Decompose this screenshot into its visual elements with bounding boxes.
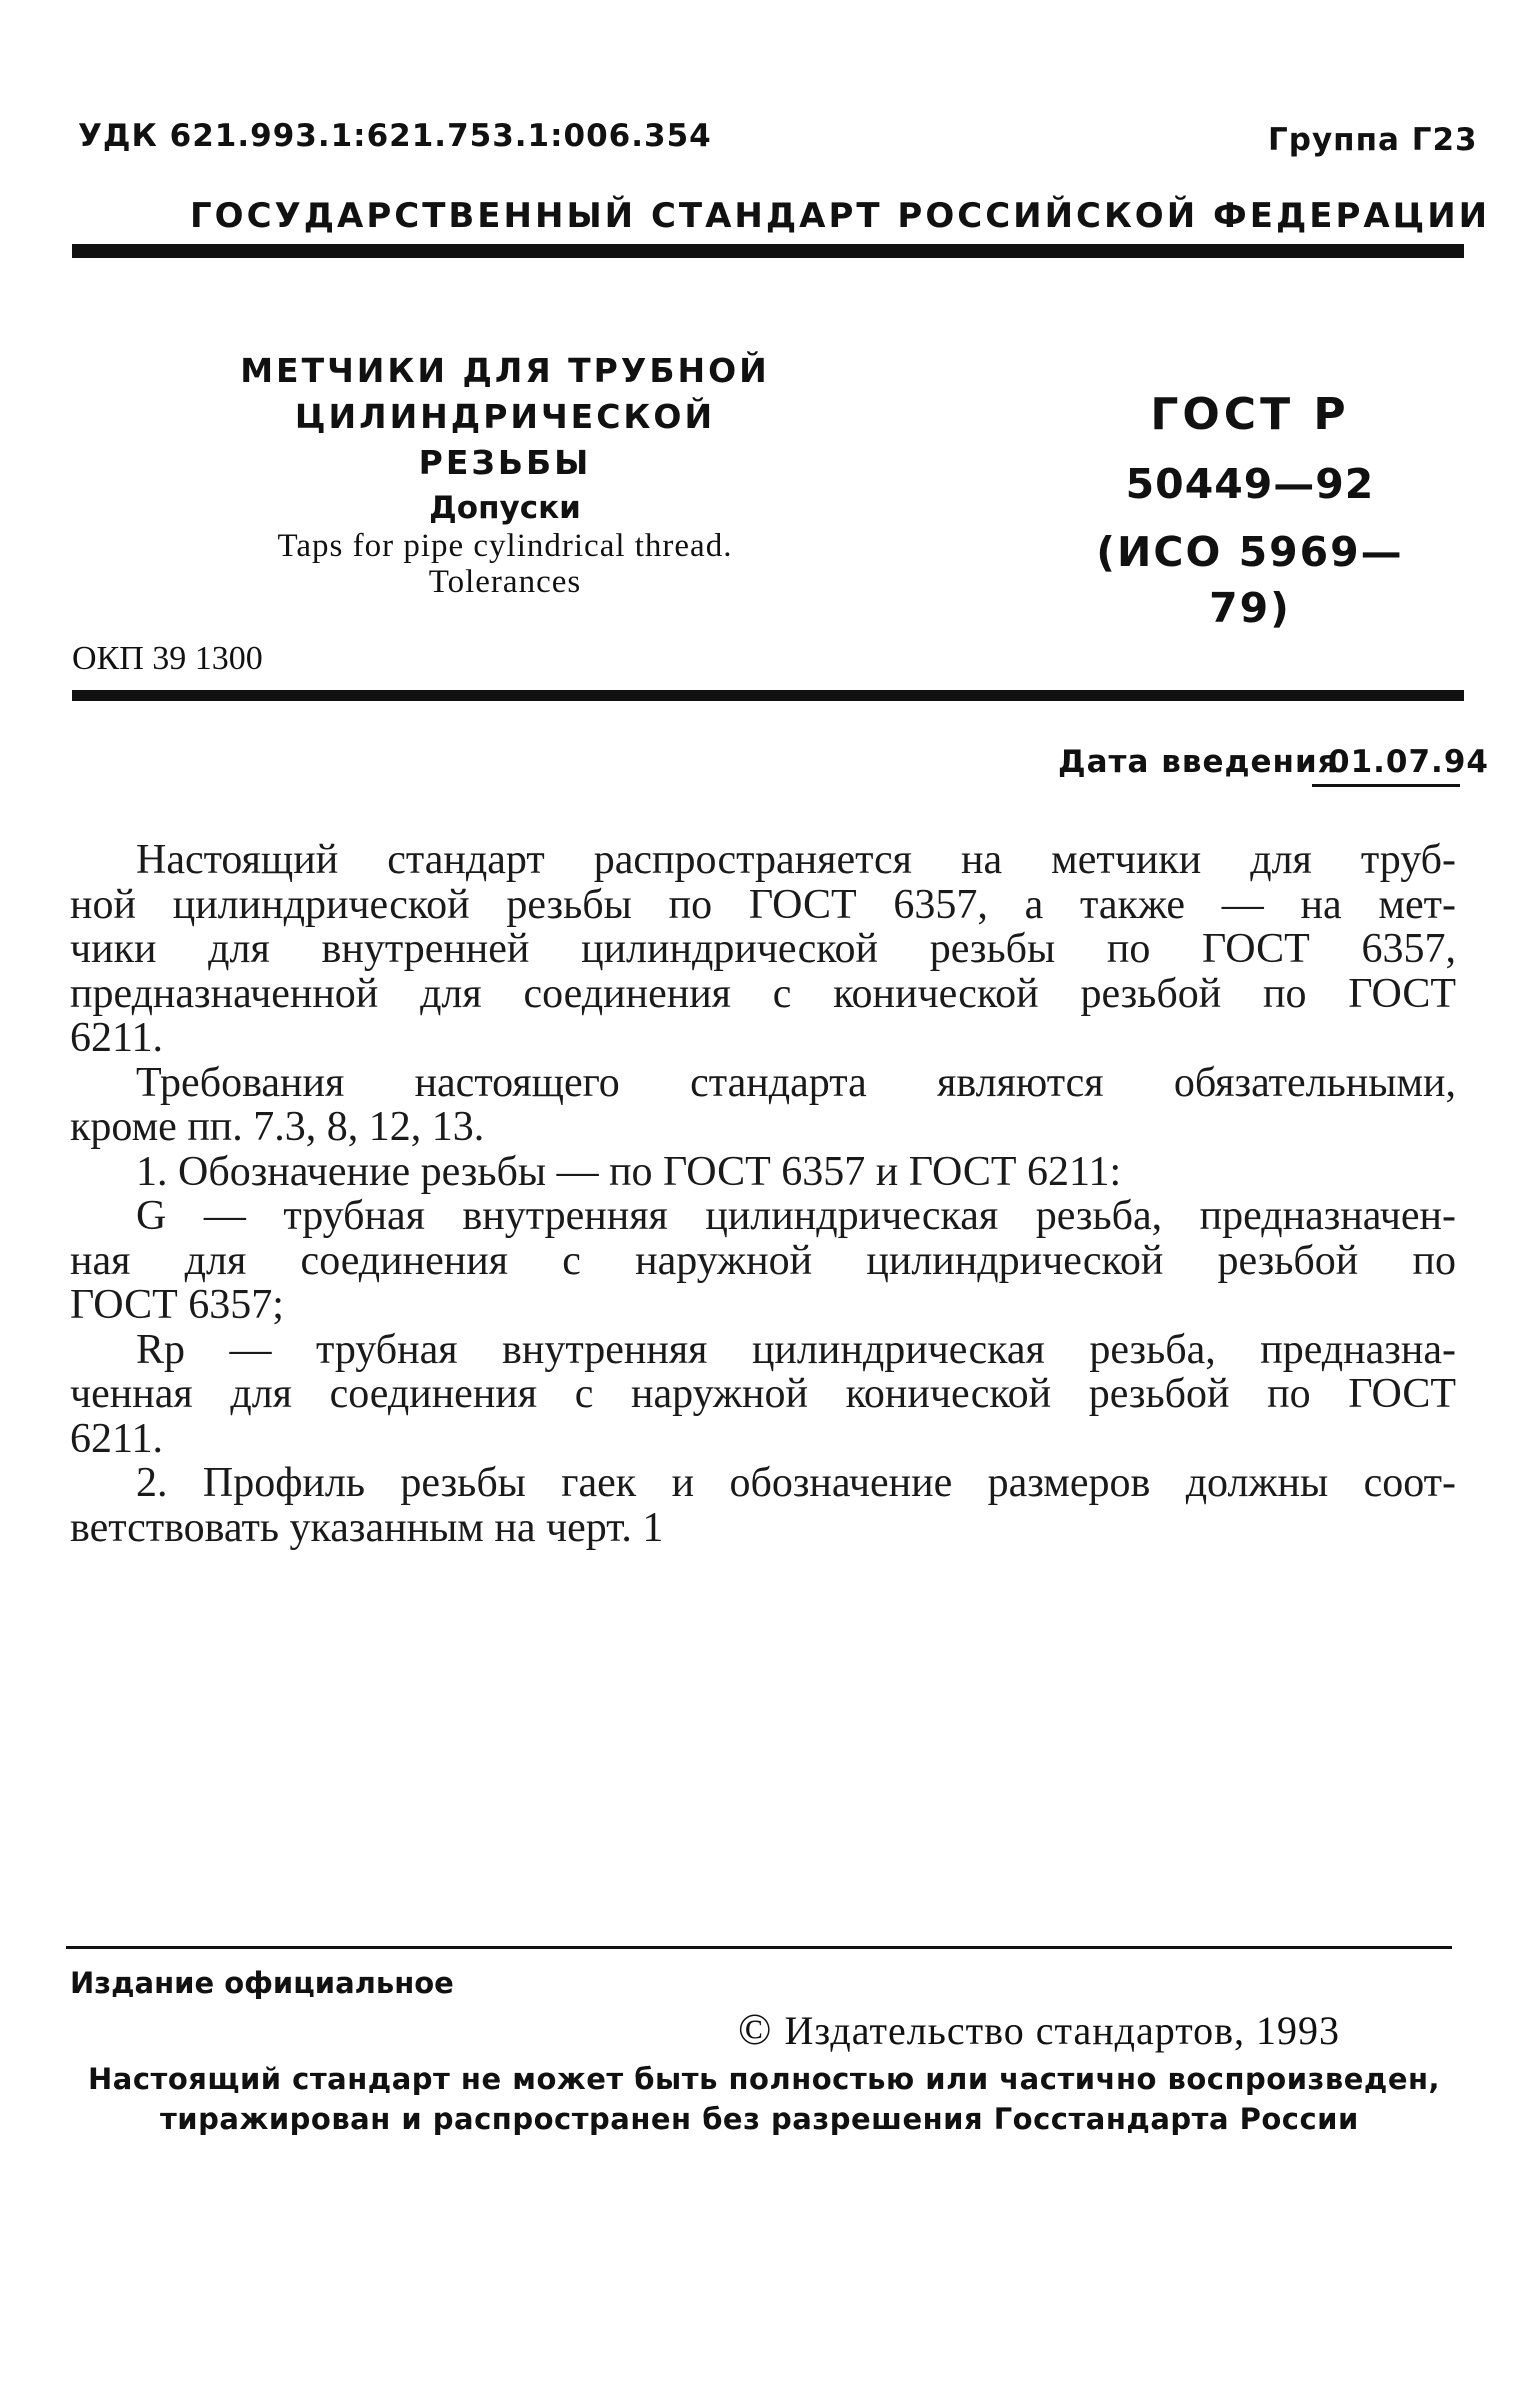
effective-date-underline — [1312, 784, 1460, 787]
body-line: G — трубная внутренняя цилиндрическая резьба, предназначен- — [136, 1193, 1456, 1239]
body-line: 1. Обозначение резьбы — по ГОСТ 6357 и ГОСТ 6211: — [136, 1148, 1122, 1195]
gost-label: ГОСТ Р — [1150, 389, 1350, 440]
effective-date-value: 01.07.94 — [1328, 744, 1489, 780]
body-line: Настоящий стандарт распространяется на метчики для труб- — [136, 837, 1456, 883]
copyright-line — [738, 2004, 1340, 2055]
footer-divider — [66, 1946, 1452, 1949]
body-line: Rp — трубная внутренняя цилиндрическая резьба, предназна- — [136, 1326, 1456, 1373]
reproduction-notice-line-1: Настоящий стандарт не может быть полностью или частично воспроизведен, — [88, 2062, 1441, 2096]
title-line-1: МЕТЧИКИ ДЛЯ ТРУБНОЙ — [240, 351, 770, 390]
body-line: ветствовать указанным на черт. 1 — [70, 1504, 664, 1551]
body-line: 2. Профиль резьбы гаек и обозначение размеров должны соот- — [136, 1460, 1456, 1506]
udk-code: УДК 621.993.1:621.753.1:006.354 — [78, 118, 712, 154]
header-divider — [72, 244, 1464, 258]
gost-designation — [1080, 386, 1420, 636]
body-line: Требования настоящего стандарта являются обязательными, — [136, 1059, 1456, 1106]
group-code: Группа Г23 — [1268, 122, 1478, 158]
copyright-icon: © — [738, 2005, 773, 2054]
title-line-2: ЦИЛИНДРИЧЕСКОЙ РЕЗЬБЫ — [294, 397, 716, 482]
state-standard-heading: ГОСУДАРСТВЕННЫЙ СТАНДАРТ РОССИЙСКОЙ ФЕДЕРАЦИИ — [190, 196, 1491, 236]
body-line: 6211. — [70, 1015, 163, 1061]
title-divider — [72, 690, 1464, 701]
gost-number: 50449—92 — [1125, 460, 1375, 508]
title-block — [210, 348, 800, 600]
standard-body-text — [70, 838, 1456, 1550]
subtitle-english-line-2: Tolerances — [428, 564, 582, 600]
reproduction-notice-line-2: тиражирован и распространен без разрешения Госстандарта России — [160, 2102, 1359, 2136]
body-line: 6211. — [70, 1415, 163, 1462]
copyright-text: Издательство стандартов, 1993 — [784, 2008, 1341, 2053]
body-line: ная для соединения с наружной цилиндрической резьбой по — [70, 1237, 1456, 1284]
body-line: ГОСТ 6357; — [70, 1282, 284, 1328]
body-line: чики для внутренней цилиндрической резьбы по ГОСТ 6357, — [70, 926, 1456, 972]
effective-date-label: Дата введения — [1058, 744, 1339, 780]
body-line: кроме пп. 7.3, 8, 12, 13. — [70, 1104, 485, 1150]
subtitle-english-line-1: Taps for pipe cylindrical thread. — [277, 528, 733, 564]
gost-iso-reference: (ИСО 5969—79) — [1096, 528, 1404, 632]
body-line: ченная для соединения с наружной конической резьбой по ГОСТ — [70, 1371, 1456, 1417]
official-edition-label: Издание официальное — [70, 1966, 454, 2000]
subtitle-russian: Допуски — [429, 490, 581, 526]
okp-code: ОКП 39 1300 — [72, 640, 263, 677]
body-line: предназначенной для соединения с конической резьбой по ГОСТ — [70, 970, 1456, 1017]
body-line: ной цилиндрической резьбы по ГОСТ 6357, а также — на мет- — [70, 881, 1456, 928]
